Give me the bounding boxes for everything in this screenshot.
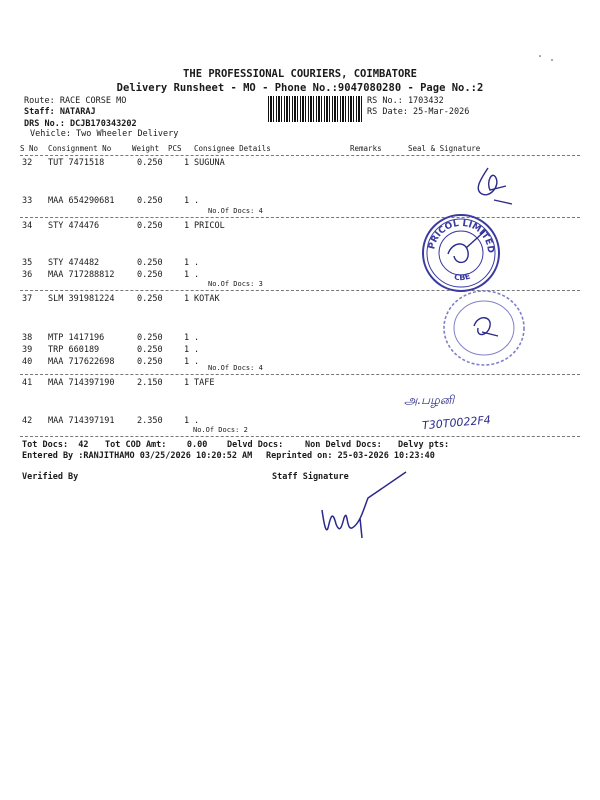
seal-bottom-text: CBE — [453, 271, 472, 283]
route-label: Route: RACE CORSE MO — [24, 96, 127, 106]
row-consignment-no: MAA 654290681 — [48, 196, 115, 206]
row-consignee: PRICOL — [194, 221, 225, 231]
runsheet-subtitle: Delivery Runsheet - MO - Phone No.:9047080280 - Page No.:2 — [116, 82, 484, 94]
row-pcs: 1 — [184, 333, 190, 343]
col-consignee: Consignee Details — [194, 144, 271, 153]
group-docs: No.Of Docs: 2 — [193, 426, 248, 434]
row-weight: 0.250 — [137, 258, 163, 268]
row-pcs: 1 — [184, 270, 190, 280]
row-consignee: KOTAK — [194, 294, 220, 304]
handwritten-code: T30T0022F4 — [421, 413, 492, 432]
row-consignee: SUGUNA — [194, 158, 225, 168]
row-weight: 0.250 — [137, 158, 163, 168]
barcode — [268, 96, 363, 122]
row-consignee: . — [194, 416, 200, 426]
divider — [20, 436, 580, 437]
row-pcs: 1 — [184, 258, 190, 268]
svg-text:CBE — [453, 272, 471, 283]
row-consignee: . — [194, 258, 200, 268]
row-consignee: . — [194, 196, 200, 206]
staff-label: Staff: NATARAJ — [24, 107, 96, 117]
row-sno: 33 — [22, 196, 33, 206]
col-pcs: PCS — [168, 144, 182, 153]
row-weight: 2.350 — [137, 416, 163, 426]
row-pcs: 1 — [184, 196, 190, 206]
row-pcs: 1 — [184, 294, 190, 304]
row-weight: 0.250 — [137, 196, 163, 206]
row-sno: 37 — [22, 294, 33, 304]
row-weight: 2.150 — [137, 378, 163, 388]
reprinted-on: Reprinted on: 25-03-2026 10:23:40 — [266, 451, 435, 461]
row-sno: 41 — [22, 378, 33, 388]
col-consignment: Consignment No — [48, 144, 112, 153]
row-consignment-no: TRP 660189 — [48, 345, 100, 355]
scan-specks — [536, 52, 566, 68]
row-consignee: TAFE — [194, 378, 215, 388]
col-weight: Weight — [132, 144, 160, 153]
company-title: THE PROFESSIONAL COURIERS, COIMBATORE — [183, 68, 417, 80]
group-docs: No.Of Docs: 4 — [208, 364, 263, 372]
verified-by: Verified By — [22, 472, 79, 482]
row-pcs: 1 — [184, 357, 190, 367]
row-consignment-no: STY 474482 — [48, 258, 100, 268]
vehicle-label: Vehicle: Two Wheeler Delivery — [30, 129, 179, 139]
staff-signature — [316, 468, 416, 540]
row-sno: 35 — [22, 258, 33, 268]
row-consignment-no: MAA 717622698 — [48, 357, 115, 367]
row-weight: 0.250 — [137, 294, 163, 304]
row-consignment-no: MAA 714397191 — [48, 416, 115, 426]
divider — [20, 374, 580, 375]
entered-by: Entered By :RANJITHAMO 03/25/2026 10:20:52 AM — [22, 451, 253, 461]
row-consignee: . — [194, 333, 200, 343]
row-pcs: 1 — [184, 345, 190, 355]
row-sno: 32 — [22, 158, 33, 168]
row-pcs: 1 — [184, 416, 190, 426]
row-consignment-no: SLM 391981224 — [48, 294, 115, 304]
row-sno: 36 — [22, 270, 33, 280]
kotak-seal — [438, 286, 530, 370]
row-consignment-no: MTP 1417196 — [48, 333, 105, 343]
handwritten-receiver — [400, 386, 510, 432]
col-sno: S No — [20, 144, 39, 153]
row-weight: 0.250 — [137, 333, 163, 343]
row-weight: 0.250 — [137, 345, 163, 355]
group-docs: No.Of Docs: 3 — [208, 280, 263, 288]
divider — [20, 155, 580, 156]
row-sno: 38 — [22, 333, 33, 343]
col-remarks: Remarks — [350, 144, 382, 153]
row-consignee: . — [194, 345, 200, 355]
row-consignment-no: STY 474476 — [48, 221, 100, 231]
col-seal: Seal & Signature — [408, 144, 481, 153]
seal-top-text: PRICOL LIMITED — [427, 218, 496, 254]
row-pcs: 1 — [184, 158, 190, 168]
row-sno: 42 — [22, 416, 33, 426]
row-weight: 0.250 — [137, 221, 163, 231]
row-weight: 0.250 — [137, 270, 163, 280]
row-consignment-no: MAA 714397190 — [48, 378, 115, 388]
row-weight: 0.250 — [137, 357, 163, 367]
row-pcs: 1 — [184, 221, 190, 231]
group-docs: No.Of Docs: 4 — [208, 207, 263, 215]
row-sno: 40 — [22, 357, 33, 367]
pricol-seal — [416, 208, 506, 298]
drs-label: DRS No.: DCJB170343202 — [24, 119, 137, 129]
row-pcs: 1 — [184, 378, 190, 388]
row-consignment-no: MAA 717288812 — [48, 270, 115, 280]
handwritten-name: அ.பழனி — [404, 393, 455, 407]
row-consignee: . — [194, 357, 200, 367]
non-delivered-docs: Non Delvd Docs: — [305, 440, 382, 450]
row-sno: 39 — [22, 345, 33, 355]
rs-number: RS No.: 1703432 — [367, 96, 444, 106]
row-consignee: . — [194, 270, 200, 280]
row-sno: 34 — [22, 221, 33, 231]
delivered-docs: Delvd Docs: — [227, 440, 284, 450]
delivery-points: Delvy pts: — [398, 440, 450, 450]
signature-mark — [460, 160, 530, 210]
rs-date: RS Date: 25-Mar-2026 — [367, 107, 470, 117]
total-docs: Tot Docs: 42 — [22, 440, 89, 450]
total-cod: Tot COD Amt: 0.00 — [105, 440, 208, 450]
row-consignment-no: TUT 7471518 — [48, 158, 105, 168]
staff-signature-label: Staff Signature — [272, 472, 349, 482]
